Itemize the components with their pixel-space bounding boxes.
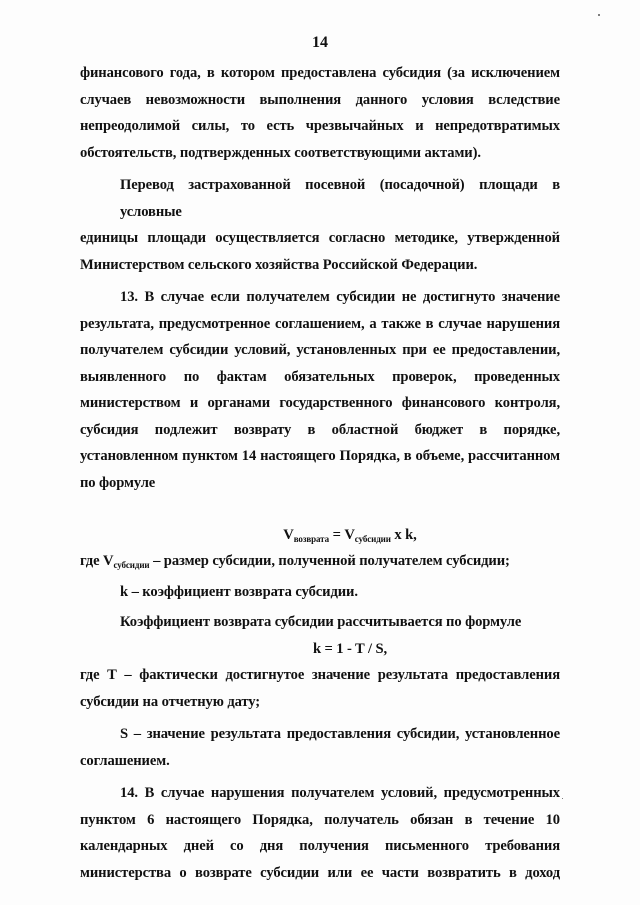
- text-line: результата, предусмотренное соглашением, а также в случае нарушения: [80, 315, 560, 332]
- definition-t: [80, 662, 560, 715]
- coefficient-intro: [80, 609, 560, 636]
- paragraph-14: [80, 780, 560, 886]
- definition-v-subsidy: [80, 548, 560, 579]
- text-line: министерства о возврате субсидии или ее части возвратить в доход: [80, 864, 560, 881]
- definition-k: [80, 579, 560, 606]
- formula-symbol: V: [283, 527, 294, 543]
- scan-speck: [562, 798, 563, 799]
- text-line: установленном пунктом 14 настоящего Порядка, в объеме, рассчитанном: [80, 448, 560, 464]
- formula-return-volume: [80, 522, 560, 550]
- formula-operator: =: [329, 527, 345, 543]
- text-line: случаев невозможности выполнения данного условия вследствие: [80, 91, 560, 108]
- text-line: по формуле: [80, 474, 156, 491]
- text-line: S – значение результата предоставления субсидии, установленное: [120, 726, 560, 742]
- formula-symbol: V: [344, 527, 355, 543]
- text-line: 13. В случае если получателем субсидии не достигнуто значение: [120, 289, 560, 305]
- text-line: выявленного по фактам обязательных проверок, проведенных: [80, 368, 560, 385]
- text-line: Перевод застрахованной посевной (посадочной) площади в условные: [120, 177, 560, 220]
- text-line: где $V_{субсидии}$ – размер субсидии, полученной получателем субсидии;: [80, 553, 510, 570]
- text-line: соглашением.: [80, 752, 170, 769]
- scan-speck: [598, 14, 600, 16]
- text-line: календарных дней со дня получения письменного требования: [80, 838, 560, 854]
- paragraph-continuation: [80, 60, 560, 166]
- text-line: Министерством сельского хозяйства Российской Федерации.: [80, 256, 478, 273]
- text-line: получателем субсидии условий, установленных при ее предоставлении,: [80, 342, 560, 358]
- text-line: обстоятельств, подтвержденных соответствующими актами).: [80, 144, 481, 161]
- formula-subscript: возврата: [293, 534, 330, 544]
- text-line: субсидия подлежит возврату в областной бюджет в порядке,: [80, 421, 560, 438]
- text-line: финансового года, в котором предоставлена субсидия (за исключением: [80, 65, 560, 81]
- text-line: Коэффициент возврата субсидии рассчитывается по формуле: [120, 614, 522, 630]
- text-line: единицы площади осуществляется согласно методике, утвержденной: [80, 230, 560, 246]
- text-line: непреодолимой силы, то есть чрезвычайных и непредотвратимых: [80, 118, 560, 134]
- text-line: k – коэффициент возврата субсидии.: [120, 583, 358, 600]
- paragraph-area-conversion: [80, 172, 560, 278]
- definition-s: [80, 721, 560, 774]
- paragraph-13: [80, 284, 560, 496]
- text-line: министерством и органами государственного финансового контроля,: [80, 395, 560, 411]
- formula-tail: x k,: [390, 527, 417, 543]
- formula-coefficient: k = 1 - T / S,: [312, 640, 388, 657]
- text-line: пунктом 6 настоящего Порядка, получатель обязан в течение 10: [80, 811, 560, 828]
- text-line: субсидии на отчетную дату;: [80, 693, 261, 710]
- document-body: [80, 60, 560, 886]
- text-line: 14. В случае нарушения получателем условий, предусмотренных: [120, 785, 560, 801]
- page-number: 14: [312, 34, 328, 51]
- formula-subscript: субсидии: [354, 534, 391, 544]
- text-line: где Т – фактически достигнутое значение результата предоставления: [80, 667, 560, 683]
